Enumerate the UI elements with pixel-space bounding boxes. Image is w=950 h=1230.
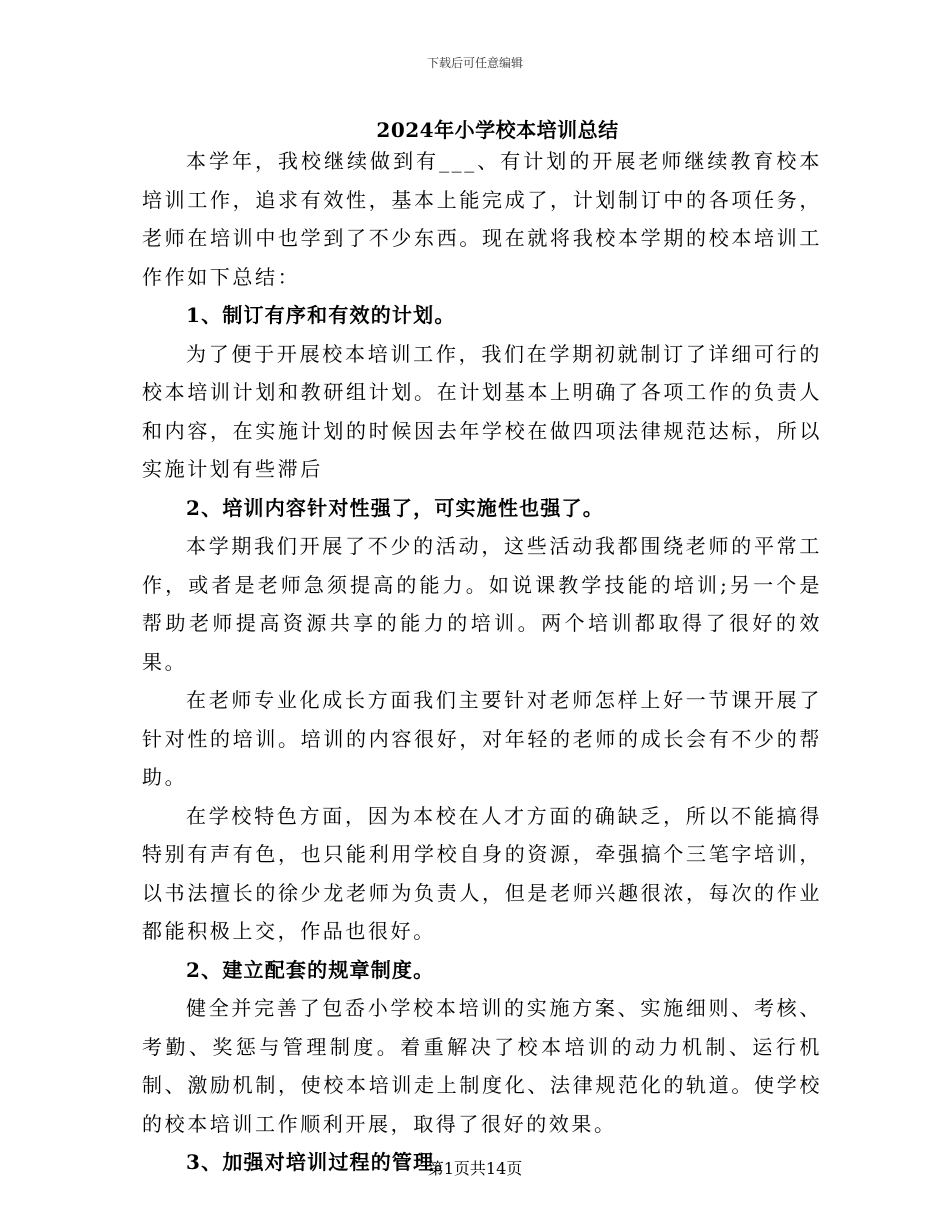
- paragraph-school-features: 在学校特色方面，因为本校在人才方面的确缺乏，所以不能搞得特别有声有色，也只能利用学校自身的资源，牵强搞个三笔字培训，以书法擅长的徐少龙老师为负责人，但是老师兴趣很浓，每次的作业都能积极上交，作品也很好。: [142, 803, 822, 943]
- paragraph-intro: 本学年，我校继续做到有___、有计划的开展老师继续教育校本培训工作，追求有效性，基本上能完成了，计划制订中的各项任务，老师在培训中也学到了不少东西。现在就将我校本学期的校本培训工作作如下总结：: [142, 149, 822, 289]
- page-number-footer: 第1页共14页: [427, 1159, 523, 1178]
- section-heading-1: 1、制订有序和有效的计划。: [186, 303, 456, 327]
- page-header-note: 下载后可任意编辑: [426, 56, 523, 70]
- section-heading-2: 2、培训内容针对性强了，可实施性也强了。: [186, 495, 604, 520]
- paragraph-activities: 本学期我们开展了不少的活动，这些活动我都围绕老师的平常工作，或者是老师急须提高的能力。如说课教学技能的培训;另一个是帮助老师提高资源共享的能力的培训。两个培训都取得了很好的效果。: [142, 534, 822, 674]
- section-heading-4: 3、加强对培训过程的管理。: [186, 1150, 456, 1174]
- document-body: [142, 142, 822, 1182]
- paragraph-plan: 为了便于开展校本培训工作，我们在学期初就制订了详细可行的校本培训计划和教研组计划。在计划基本上明确了各项工作的负责人和内容，在实施计划的时候因去年学校在做四项法律规范达标，所以实施计划有些滞后: [142, 341, 822, 481]
- document-title: 2024年小学校本培训总结: [376, 118, 619, 142]
- section-heading-3: 2、建立配套的规章制度。: [186, 957, 435, 982]
- paragraph-professional-growth: 在老师专业化成长方面我们主要针对老师怎样上好一节课开展了针对性的培训。培训的内容很好，对年轻的老师的成长会有不少的帮助。: [142, 688, 822, 789]
- paragraph-regulations: 健全并完善了包岙小学校本培训的实施方案、实施细则、考核、考勤、奖惩与管理制度。着重解决了校本培训的动力机制、运行机制、激励机制，使校本培训走上制度化、法律规范化的轨道。使学校的校本培训工作顺利开展，取得了很好的效果。: [142, 996, 822, 1136]
